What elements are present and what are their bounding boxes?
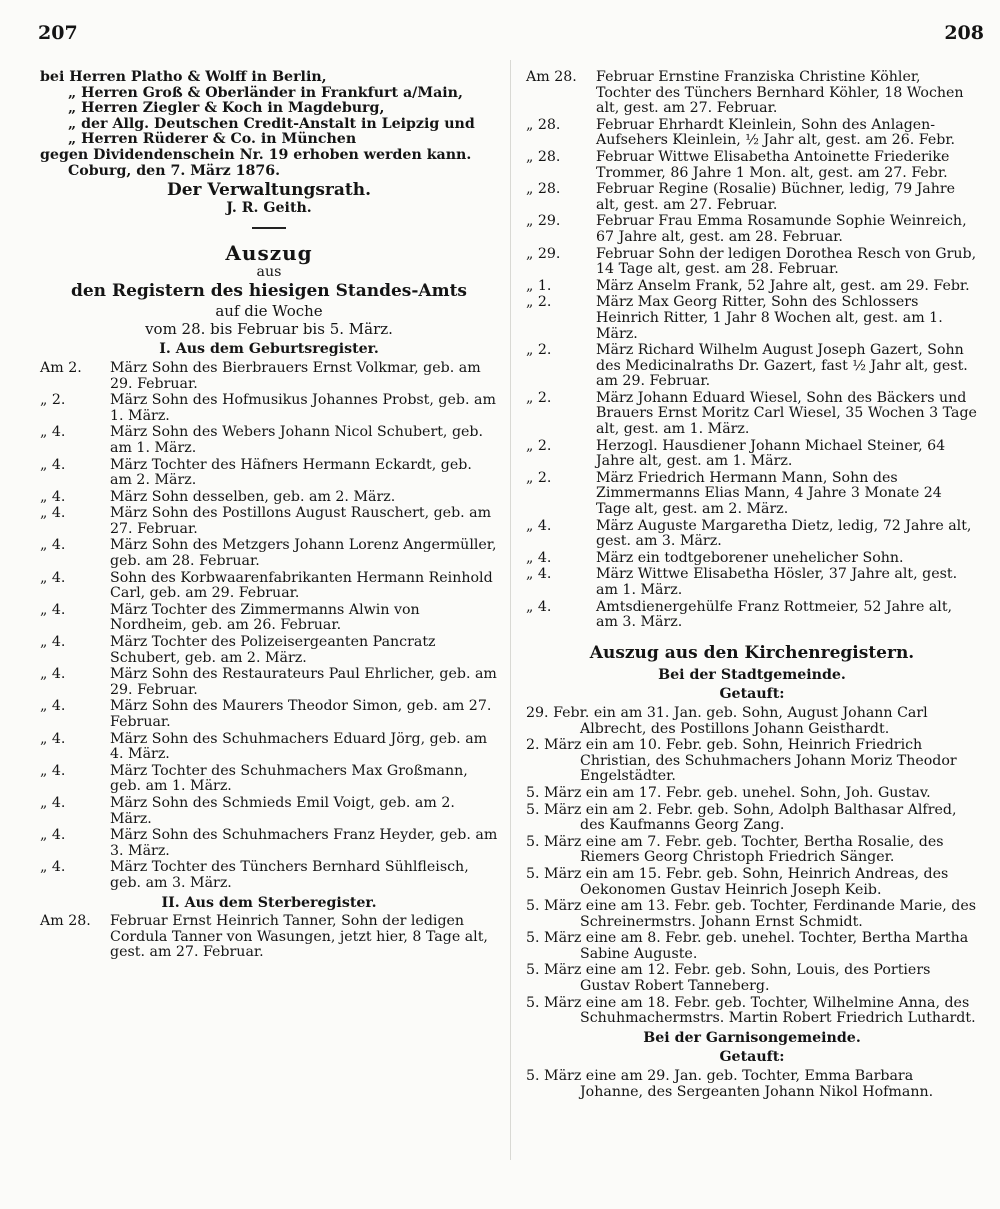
death-entry-date: „ 2. <box>526 469 552 486</box>
death-entry-date: Am 28. <box>40 913 91 930</box>
death-entry <box>526 182 978 213</box>
notice-line: bei Herren Platho & Wolff in Berlin, <box>40 69 327 85</box>
birth-entry-text: März Sohn des Schuhmachers Eduard Jörg, geb. am 4. März. <box>110 730 488 763</box>
death-entry <box>526 295 978 342</box>
garrison-list <box>526 1069 978 1100</box>
birth-entry-text: März Sohn des Bierbrauers Ernst Volkmar, geb. am 29. Februar. <box>110 359 481 392</box>
death-entry-text: Herzogl. Hausdiener Johann Michael Steiner, 64 Jahre alt, gest. am 1. März. <box>596 437 946 470</box>
birth-entry-text: März Tochter des Schuhmachers Max Großmann, geb. am 1. März. <box>110 762 468 795</box>
death-entry-date: „ 2. <box>526 389 552 406</box>
birth-entry <box>40 425 498 456</box>
birth-entry <box>40 506 498 537</box>
deaths-list-right <box>526 70 978 631</box>
garrison-title: Bei der Garnisongemeinde. <box>643 1029 861 1046</box>
birth-entry-text: März Sohn desselben, geb. am 2. März. <box>110 488 396 505</box>
birth-entry-text: Sohn des Korbwaarenfabrikanten Hermann Reinhold Carl, geb. am 29. Februar. <box>110 569 493 602</box>
church-baptized: Getauft: <box>719 686 785 703</box>
birth-entry <box>40 361 498 392</box>
birth-entry-text: März Tochter des Polizeisergeanten Pancratz Schubert, geb. am 2. März. <box>110 634 436 666</box>
baptism-entry: 5. März ein am 2. Febr. geb. Sohn, Adolph Balthasar Alfred, des Kaufmanns Georg Zang. <box>526 801 957 834</box>
birth-entry-date: „ 4. <box>40 424 66 441</box>
birth-entry <box>40 764 498 795</box>
death-entry-date: „ 28. <box>526 181 561 198</box>
baptism-entry: 5. März eine am 13. Febr. geb. Tochter, Ferdinande Marie, des Schreinermstrs. Johann Ernst Schmidt. <box>526 898 977 930</box>
death-entry <box>526 70 978 117</box>
baptism-entry: 29. Febr. ein am 31. Jan. geb. Sohn, August Johann Carl Albrecht, des Postillons Johann Geisthardt. <box>526 704 928 737</box>
heading-aus: aus <box>256 263 282 280</box>
garrison-baptism-entry: 5. März eine am 29. Jan. geb. Tochter, Emma Barbara Johanne, des Sergeanten Johann Nikol Hofmann. <box>526 1068 934 1100</box>
death-entry-text: Februar Ehrhardt Kleinlein, Sohn des Anlagen-Aufsehers Kleinlein, ½ Jahr alt, gest. am 26. Febr. <box>596 116 956 149</box>
birth-entry-text: März Sohn des Metzgers Johann Lorenz Angermüller, geb. am 28. Februar. <box>110 537 497 570</box>
birth-entry-text: März Sohn des Schuhmachers Franz Heyder, geb. am 3. März. <box>110 827 498 859</box>
baptism-entry: 5. März ein am 17. Febr. geb. unehel. Sohn, Joh. Gustav. <box>526 784 931 801</box>
birth-entry-date: „ 4. <box>40 698 66 715</box>
death-entry-date: „ 4. <box>526 598 552 615</box>
birth-entry <box>40 571 498 602</box>
baptism-entry: 5. März eine am 8. Febr. geb. unehel. Tochter, Bertha Martha Sabine Auguste. <box>526 930 969 962</box>
births-list <box>40 361 498 892</box>
column-gutter <box>510 60 511 1160</box>
deaths-list-left <box>40 914 498 961</box>
birth-entry <box>40 538 498 569</box>
birth-entry <box>40 490 498 506</box>
death-entry-date: „ 4. <box>526 549 552 566</box>
death-entry-date: Am 28. <box>526 69 577 85</box>
birth-entry-date: „ 4. <box>40 634 66 651</box>
heading-week: auf die Woche <box>215 302 323 321</box>
birth-entry-date: „ 4. <box>40 456 66 473</box>
birth-entry-text: März Sohn des Schmieds Emil Voigt, geb. am 2. März. <box>110 794 455 827</box>
birth-entry-date: Am 2. <box>40 359 82 376</box>
church-city: Bei der Stadtgemeinde. <box>658 666 846 683</box>
birth-entry-text: März Sohn des Restaurateurs Paul Ehrlicher, geb. am 29. Februar. <box>110 666 497 698</box>
death-entry-date: „ 4. <box>526 517 552 534</box>
baptism-entry: 5. März eine am 12. Febr. geb. Sohn, Louis, des Portiers Gustav Robert Tanneberg. <box>526 962 931 995</box>
death-entry-date: „ 1. <box>526 277 552 294</box>
birth-entry-text: März Sohn des Postillons August Rauschert, geb. am 27. Februar. <box>110 505 492 537</box>
death-entry-text: März Friedrich Hermann Mann, Sohn des Zimmermanns Elias Mann, 4 Jahre 3 Monate 24 Tage alt, gest. am 2. März. <box>596 469 942 518</box>
birth-entry-date: „ 4. <box>40 762 66 779</box>
death-entry-text: Februar Regine (Rosalie) Büchner, ledig, 79 Jahre alt, gest. am 27. Februar. <box>596 181 956 213</box>
garrison-baptized: Getauft: <box>719 1049 785 1066</box>
death-entry-text: Februar Ernst Heinrich Tanner, Sohn der ledigen Cordula Tanner von Wasungen, jetzt hier, 8 Tage alt, gest. am 27. Februar. <box>110 913 488 961</box>
death-entry <box>526 439 978 470</box>
notice-line: „ der Allg. Deutschen Credit-Anstalt in Leipzig und <box>68 115 475 132</box>
birth-entry <box>40 860 498 891</box>
birth-entry-date: „ 4. <box>40 569 66 586</box>
death-entry <box>526 567 978 598</box>
notice-line: „ Herren Groß & Oberländer in Frankfurt a/Main, <box>68 84 463 101</box>
death-entry-text: März Anselm Frank, 52 Jahre alt, gest. am 29. Febr. <box>596 277 970 294</box>
divider-rule <box>252 227 286 229</box>
page-number-right: 208 <box>944 22 984 44</box>
death-entry <box>526 247 978 278</box>
death-entry-text: März Johann Eduard Wiesel, Sohn des Bäckers und Brauers Ernst Moritz Carl Wiesel, 35 Wochen 3 Tage alt, gest. am 1. März. <box>596 389 977 438</box>
birth-entry-text: März Tochter des Tünchers Bernhard Sühlfleisch, geb. am 3. März. <box>110 859 469 891</box>
church-title: Auszug aus den Kirchenregistern. <box>589 642 915 663</box>
baptism-entry: 2. März ein am 10. Febr. geb. Sohn, Heinrich Friedrich Christian, des Schuhmachers Johann Moriz Theodor Engelstädter. <box>526 737 957 785</box>
death-entry-text: März Auguste Margaretha Dietz, ledig, 72 Jahre alt, gest. am 3. März. <box>596 517 972 550</box>
heading-title: Auszug <box>225 240 313 265</box>
death-entry-text: März Max Georg Ritter, Sohn des Schlossers Heinrich Ritter, 1 Jahr 8 Wochen alt, gest. am 1. März. <box>596 294 943 342</box>
birth-entry-date: „ 4. <box>40 827 66 844</box>
death-entry-text: Amtsdienergehülfe Franz Rottmeier, 52 Jahre alt, am 3. März. <box>596 598 953 631</box>
death-entry-date: „ 29. <box>526 245 561 262</box>
birth-entry <box>40 458 498 489</box>
notice-line: „ Herren Rüderer & Co. in München <box>68 131 357 148</box>
births-title: I. Aus dem Geburtsregister. <box>159 341 379 358</box>
death-entry-text: März Richard Wilhelm August Joseph Gazert, Sohn des Medicinalraths Dr. Gazert, fast ½ Jahr alt, gest. am 29. Februar. <box>596 342 968 390</box>
death-entry <box>526 471 978 518</box>
birth-entry <box>40 828 498 859</box>
death-entry <box>526 214 978 245</box>
page-number-left: 207 <box>38 22 78 44</box>
death-entry <box>526 279 978 295</box>
birth-entry-date: „ 4. <box>40 505 66 522</box>
birth-entry-date: „ 4. <box>40 488 66 505</box>
baptism-entry: 5. März ein am 15. Febr. geb. Sohn, Heinrich Andreas, des Oekonomen Gustav Heinrich Joseph Keib. <box>526 865 949 898</box>
notice-signer: J. R. Geith. <box>226 200 312 217</box>
death-entry <box>526 118 978 149</box>
birth-entry <box>40 796 498 827</box>
birth-entry-date: „ 4. <box>40 859 66 876</box>
notice-line: gegen Dividendenschein Nr. 19 erhoben werden kann. <box>40 146 472 163</box>
birth-entry <box>40 603 498 634</box>
birth-entry-text: März Sohn des Webers Johann Nicol Schubert, geb. am 1. März. <box>110 424 484 456</box>
birth-entry <box>40 699 498 730</box>
birth-entry-date: „ 4. <box>40 601 66 618</box>
baptism-entry: 5. März eine am 18. Febr. geb. Tochter, Wilhelmine Anna, des Schuhmachermstrs. Martin Robert Friedrich Luthardt. <box>526 994 976 1027</box>
death-entry <box>526 551 978 567</box>
death-entry-date: „ 2. <box>526 437 552 454</box>
left-column <box>40 70 498 962</box>
death-entry <box>526 519 978 550</box>
death-entry <box>526 391 978 438</box>
death-entry <box>526 600 978 631</box>
death-entry <box>526 343 978 390</box>
death-entry-date: „ 2. <box>526 294 552 311</box>
birth-entry-date: „ 2. <box>40 392 66 409</box>
birth-entry <box>40 393 498 424</box>
heading-range: vom 28. bis Februar bis 5. März. <box>145 320 393 339</box>
deaths-title: II. Aus dem Sterberegister. <box>161 894 377 911</box>
birth-entry-text: März Sohn des Maurers Theodor Simon, geb. am 27. Februar. <box>110 698 492 730</box>
death-entry-date: „ 4. <box>526 566 552 583</box>
death-entry-date: „ 28. <box>526 148 561 165</box>
church-list <box>526 706 978 1027</box>
death-entry-text: Februar Sohn der ledigen Dorothea Resch von Grub, 14 Tage alt, gest. am 28. Februar. <box>596 245 977 278</box>
death-entry <box>526 150 978 181</box>
birth-entry <box>40 667 498 698</box>
birth-entry-text: März Tochter des Zimmermanns Alwin von Nordheim, geb. am 26. Februar. <box>110 601 420 634</box>
birth-entry <box>40 732 498 763</box>
register-heading <box>40 241 498 339</box>
birth-entry <box>40 635 498 666</box>
notice-line: „ Herren Ziegler & Koch in Magdeburg, <box>68 100 385 117</box>
death-entry-text: März ein todtgeborener unehelicher Sohn. <box>596 549 904 566</box>
death-entry-text: Februar Ernstine Franziska Christine Köhler, Tochter des Tünchers Bernhard Köhler, 18 Wochen alt, gest. am 27. Februar. <box>596 69 964 117</box>
notice-block <box>40 70 498 217</box>
death-entry-date: „ 2. <box>526 342 552 359</box>
birth-entry-text: März Tochter des Häfners Hermann Eckardt, geb. am 2. März. <box>110 456 472 489</box>
notice-signature: Der Verwaltungsrath. <box>166 180 372 201</box>
notice-date: Coburg, den 7. März 1876. <box>68 162 281 179</box>
birth-entry-date: „ 4. <box>40 794 66 811</box>
death-entry-text: Februar Wittwe Elisabetha Antoinette Friederike Trommer, 86 Jahre 1 Mon. alt, gest. am 27. Febr. <box>596 148 950 181</box>
death-entry-text: März Wittwe Elisabetha Hösler, 37 Jahre alt, gest. am 1. März. <box>596 566 958 598</box>
right-column <box>526 70 978 1101</box>
death-entry-date: „ 28. <box>526 116 561 133</box>
death-entry-text: Februar Frau Emma Rosamunde Sophie Weinreich, 67 Jahre alt, gest. am 28. Februar. <box>596 213 967 245</box>
birth-entry-date: „ 4. <box>40 537 66 554</box>
birth-entry-date: „ 4. <box>40 730 66 747</box>
heading-registers: den Registern des hiesigen Standes-Amts <box>70 281 467 302</box>
birth-entry-text: März Sohn des Hofmusikus Johannes Probst, geb. am 1. März. <box>110 392 496 424</box>
death-entry <box>40 914 498 961</box>
birth-entry-date: „ 4. <box>40 666 66 683</box>
baptism-entry: 5. März eine am 7. Febr. geb. Tochter, Bertha Rosalie, des Riemers Georg Christoph Friedrich Sänger. <box>526 833 944 866</box>
death-entry-date: „ 29. <box>526 213 561 230</box>
